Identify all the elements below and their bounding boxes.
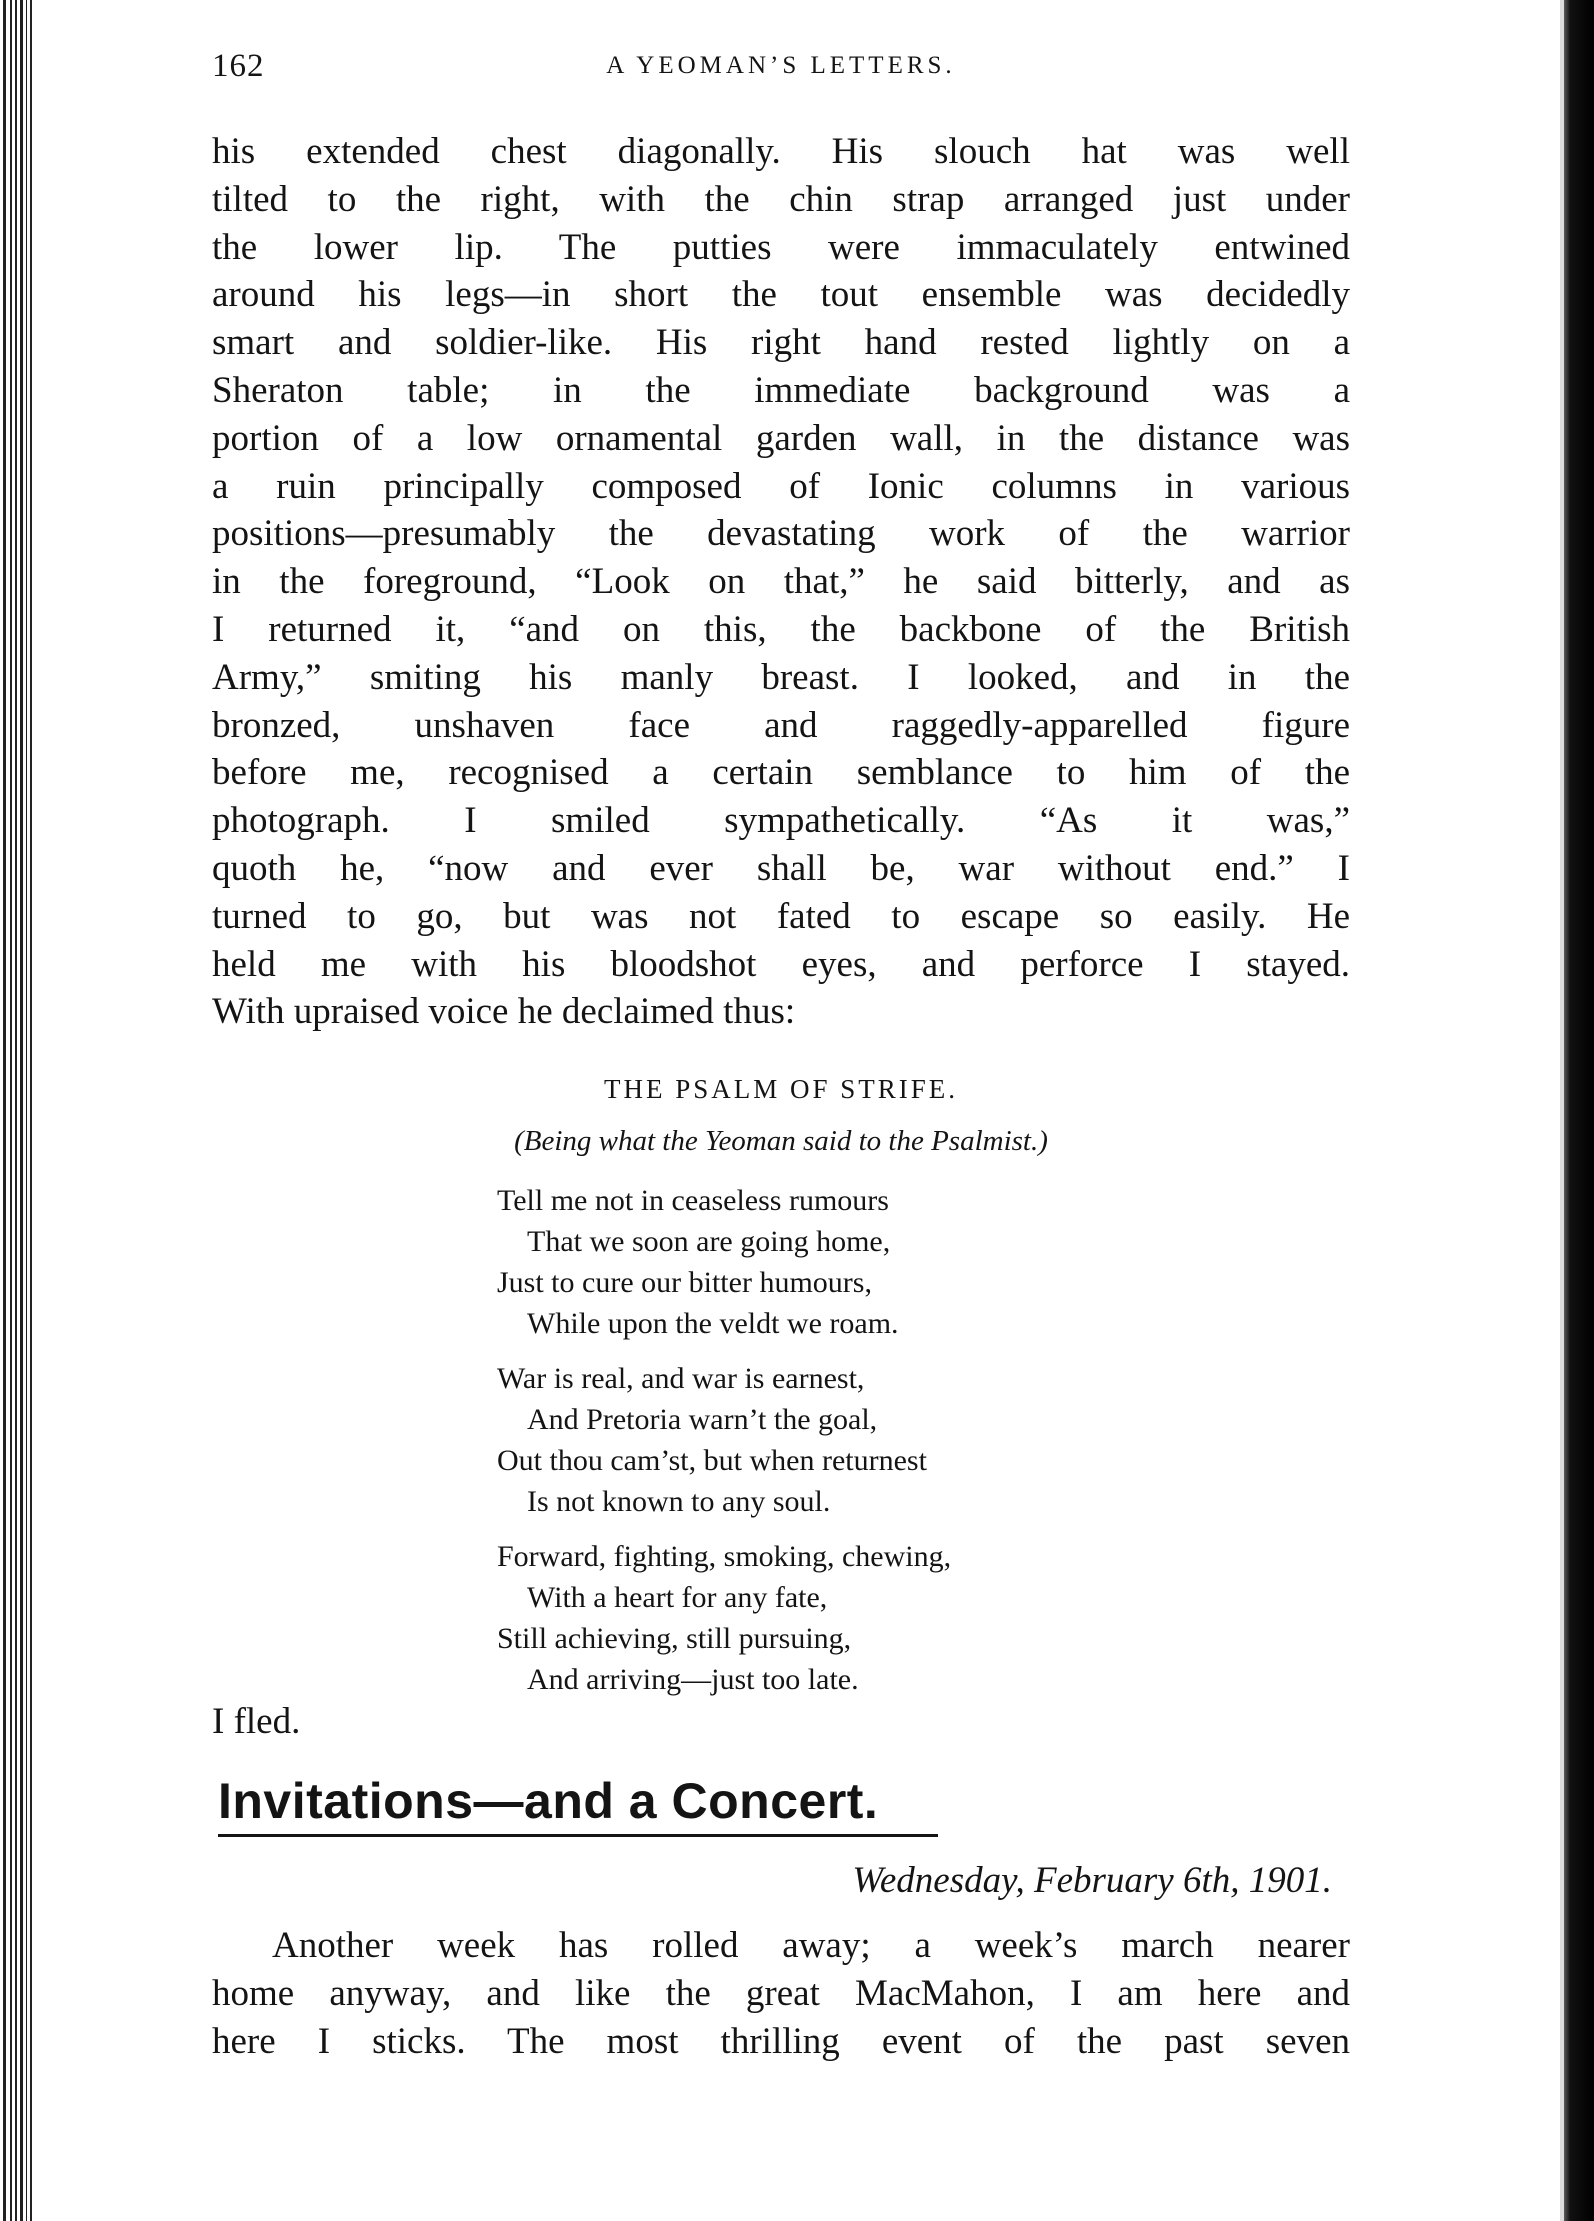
poem-subtitle: (Being what the Yeoman said to the Psalmist.) — [514, 1125, 1048, 1157]
text-line: positions—presumably the devastating work of the warrior — [212, 513, 1350, 555]
poem — [497, 1180, 951, 1714]
text-line: home anyway, and like the great MacMahon, I am here and — [212, 1972, 1350, 2014]
binding-edge-right — [1564, 0, 1594, 2221]
verse-line: While upon the veldt we roam. — [527, 1307, 899, 1340]
page-header — [212, 48, 1350, 98]
verse-line: And arriving—just too late. — [527, 1663, 859, 1696]
body-paragraph — [212, 128, 1350, 1036]
text-line: quoth he, “now and ever shall be, war without end.” I — [212, 847, 1350, 889]
verse-line: Tell me not in ceaseless rumours — [497, 1184, 889, 1217]
verse-line: Still achieving, still pursuing, — [497, 1622, 852, 1655]
poem-stanza — [497, 1358, 951, 1522]
body-paragraph — [212, 1922, 1350, 2065]
text-line: I returned it, “and on this, the backbone of the British — [212, 608, 1350, 650]
verse-line: Forward, fighting, smoking, chewing, — [497, 1540, 952, 1573]
verse-line: Out thou cam’st, but when returnest — [497, 1444, 927, 1477]
text-line: smart and soldier-like. His right hand rested lightly on a — [212, 322, 1350, 364]
verse-line: That we soon are going home, — [527, 1225, 891, 1258]
text-line: before me, recognised a certain semblance to him of the — [212, 752, 1350, 794]
text-line: his extended chest diagonally. His slouch hat was well — [212, 131, 1350, 172]
text-line: tilted to the right, with the chin strap arranged just under — [212, 178, 1350, 220]
verse-line: War is real, and war is earnest, — [497, 1362, 865, 1395]
verse-line: With a heart for any fate, — [527, 1581, 828, 1614]
text-line: the lower lip. The putties were immaculately entwined — [212, 226, 1350, 268]
text-line: Sheraton table; in the immediate background was a — [212, 369, 1350, 411]
verse-line: Is not known to any soul. — [527, 1485, 831, 1518]
page-number: 162 — [212, 48, 265, 84]
poem-title: THE PSALM OF STRIFE. — [603, 1074, 959, 1104]
verse-line: And Pretoria warn’t the goal, — [527, 1403, 878, 1436]
letter-date: Wednesday, February 6th, 1901. — [852, 1860, 1332, 1901]
text-line: bronzed, unshaven face and raggedly-apparelled figure — [212, 704, 1350, 746]
text-line: held me with his bloodshot eyes, and perforce I stayed. — [212, 943, 1350, 985]
text-line: Army,” smiting his manly breast. I looked, and in the — [212, 656, 1350, 698]
text-line: around his legs—in short the tout ensemble was decidedly — [212, 274, 1350, 316]
text-line: a ruin principally composed of Ionic columns in various — [212, 465, 1350, 507]
text-line: turned to go, but was not fated to escape so easily. He — [212, 895, 1350, 937]
text-line: portion of a low ornamental garden wall, in the distance was — [212, 417, 1350, 459]
section-heading: Invitations—and a Concert. — [218, 1772, 938, 1837]
closing-line: I fled. — [212, 1701, 301, 1742]
verse-line: Just to cure our bitter humours, — [497, 1266, 872, 1299]
text-line: photograph. I smiled sympathetically. “As it was,” — [212, 800, 1350, 842]
running-title: A YEOMAN’S LETTERS. — [606, 52, 956, 79]
text-line: in the foreground, “Look on that,” he said bitterly, and as — [212, 561, 1350, 603]
poem-stanza — [497, 1536, 951, 1700]
poem-stanza — [497, 1180, 951, 1344]
text-line: With upraised voice he declaimed thus: — [212, 991, 796, 1033]
binding-edge-left — [0, 0, 40, 2221]
text-line: here I sticks. The most thrilling event of the past seven — [212, 2020, 1350, 2062]
text-line: Another week has rolled away; a week’s march nearer — [272, 1925, 1350, 1966]
